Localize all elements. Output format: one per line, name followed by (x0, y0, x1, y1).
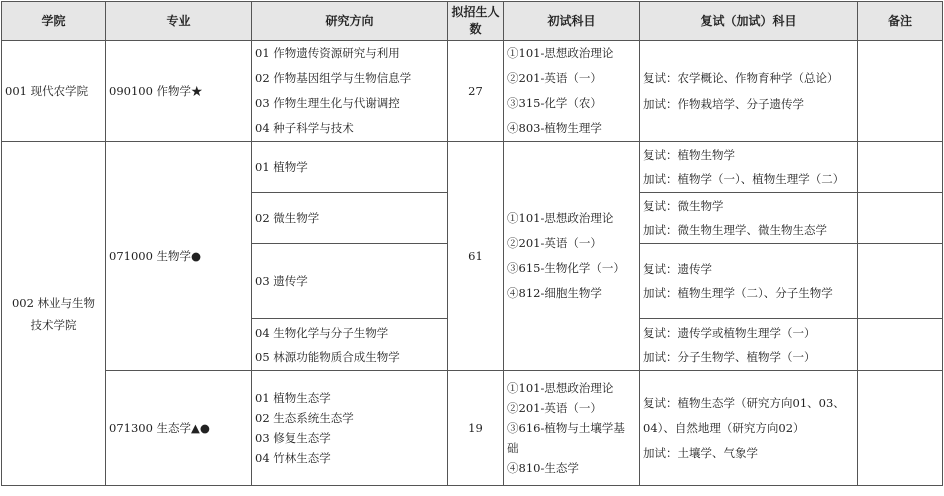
prelim-cell (504, 142, 640, 371)
prelim-item: ④812-细胞生物学 (507, 286, 602, 300)
direction-item: 01 植物学 (255, 160, 308, 174)
retest-cell (640, 142, 858, 193)
remark-cell (858, 371, 943, 486)
remark-cell (858, 41, 943, 142)
major-cell: 071300 生态学▲● (106, 371, 252, 486)
major-cell: 071000 生物学● (106, 142, 252, 371)
col-header-prelim: 初试科目 (504, 2, 640, 41)
retest-item: 复试：遗传学或植物生理学（一） (643, 325, 816, 340)
col-header-major: 专业 (106, 2, 252, 41)
quota-cell: 27 (448, 41, 504, 142)
prelim-item: ③315-化学（农） (507, 96, 602, 110)
direction-item: 02 作物基因组学与生物信息学 (255, 71, 412, 85)
major-cell: 090100 作物学★ (106, 41, 252, 142)
remark-cell (858, 244, 943, 319)
direction-cell (252, 244, 448, 319)
col-header-retest: 复试（加试）科目 (640, 2, 858, 41)
prelim-cell (504, 371, 640, 486)
retest-item: 加试：微生物生理学、微生物生态学 (643, 223, 827, 237)
quota-cell: 61 (448, 142, 504, 371)
col-header-remark: 备注 (858, 2, 943, 41)
retest-item: 加试：植物学（一）、植物生理学（二） (643, 172, 845, 186)
col-header-college: 学院 (2, 2, 106, 41)
retest-cell (640, 193, 858, 244)
college-name: 002 林业与生物技术学院 (11, 295, 96, 332)
direction-item: 03 修复生态学 (255, 431, 331, 445)
direction-item: 04 生物化学与分子生物学 (255, 325, 389, 340)
retest-cell (640, 41, 858, 142)
college-cell: 001 现代农学院 (2, 41, 106, 142)
retest-cell (640, 371, 858, 486)
direction-cell (252, 193, 448, 244)
table-row (2, 41, 943, 142)
direction-item: 05 林源功能物质合成生物学 (255, 349, 400, 364)
remark-cell (858, 142, 943, 193)
col-header-quota: 拟招生人数 (448, 2, 504, 41)
remark-cell (858, 319, 943, 371)
direction-item: 04 竹林生态学 (255, 451, 331, 465)
header-row (2, 2, 943, 41)
prelim-item: ①101-思想政治理论 (507, 381, 614, 395)
prelim-item: ②201-英语（一） (507, 236, 602, 250)
retest-item: 复试：农学概论、作物育种学（总论） (643, 71, 839, 85)
quota-cell: 19 (448, 371, 504, 486)
table-row (2, 142, 943, 193)
prelim-item: ②201-英语（一） (507, 401, 602, 415)
prelim-cell (504, 41, 640, 142)
retest-item: 加试：植物生理学（二）、分子生物学 (643, 286, 833, 300)
prelim-item: ②201-英语（一） (507, 71, 602, 85)
direction-item: 01 作物遗传资源研究与利用 (255, 46, 400, 60)
retest-item: 复试：遗传学 (643, 262, 712, 276)
retest-cell (640, 244, 858, 319)
col-header-direction: 研究方向 (252, 2, 448, 41)
prelim-item: ④803-植物生理学 (507, 121, 602, 135)
prelim-item: ①101-思想政治理论 (507, 46, 614, 60)
direction-cell (252, 41, 448, 142)
retest-item: 加试：分子生物学、植物学（一） (643, 349, 816, 364)
direction-item: 04 种子科学与技术 (255, 121, 354, 135)
direction-item: 03 遗传学 (255, 274, 308, 288)
prelim-item: ③616-植物与土壤学基础 (507, 421, 625, 455)
prelim-item: ①101-思想政治理论 (507, 211, 614, 225)
prelim-item: ④810-生态学 (507, 461, 579, 475)
direction-item: 02 生态系统生态学 (255, 411, 354, 425)
enrollment-table (1, 1, 943, 486)
direction-cell (252, 142, 448, 193)
retest-item: 复试：微生物学 (643, 199, 724, 213)
retest-item: 加试：作物栽培学、分子遗传学 (643, 97, 804, 111)
direction-cell (252, 319, 448, 371)
retest-item: 复试：植物生态学（研究方向01、03、04）、自然地理（研究方向02） (643, 395, 845, 435)
table-row (2, 371, 943, 486)
retest-item: 加试：土壤学、气象学 (643, 445, 758, 460)
retest-cell (640, 319, 858, 371)
direction-cell (252, 371, 448, 486)
remark-cell (858, 193, 943, 244)
direction-item: 01 植物生态学 (255, 391, 331, 405)
prelim-item: ③615-生物化学（一） (507, 261, 625, 275)
college-cell (2, 142, 106, 486)
retest-item: 复试：植物生物学 (643, 148, 735, 162)
direction-item: 02 微生物学 (255, 211, 320, 225)
direction-item: 03 作物生理生化与代谢调控 (255, 96, 400, 110)
